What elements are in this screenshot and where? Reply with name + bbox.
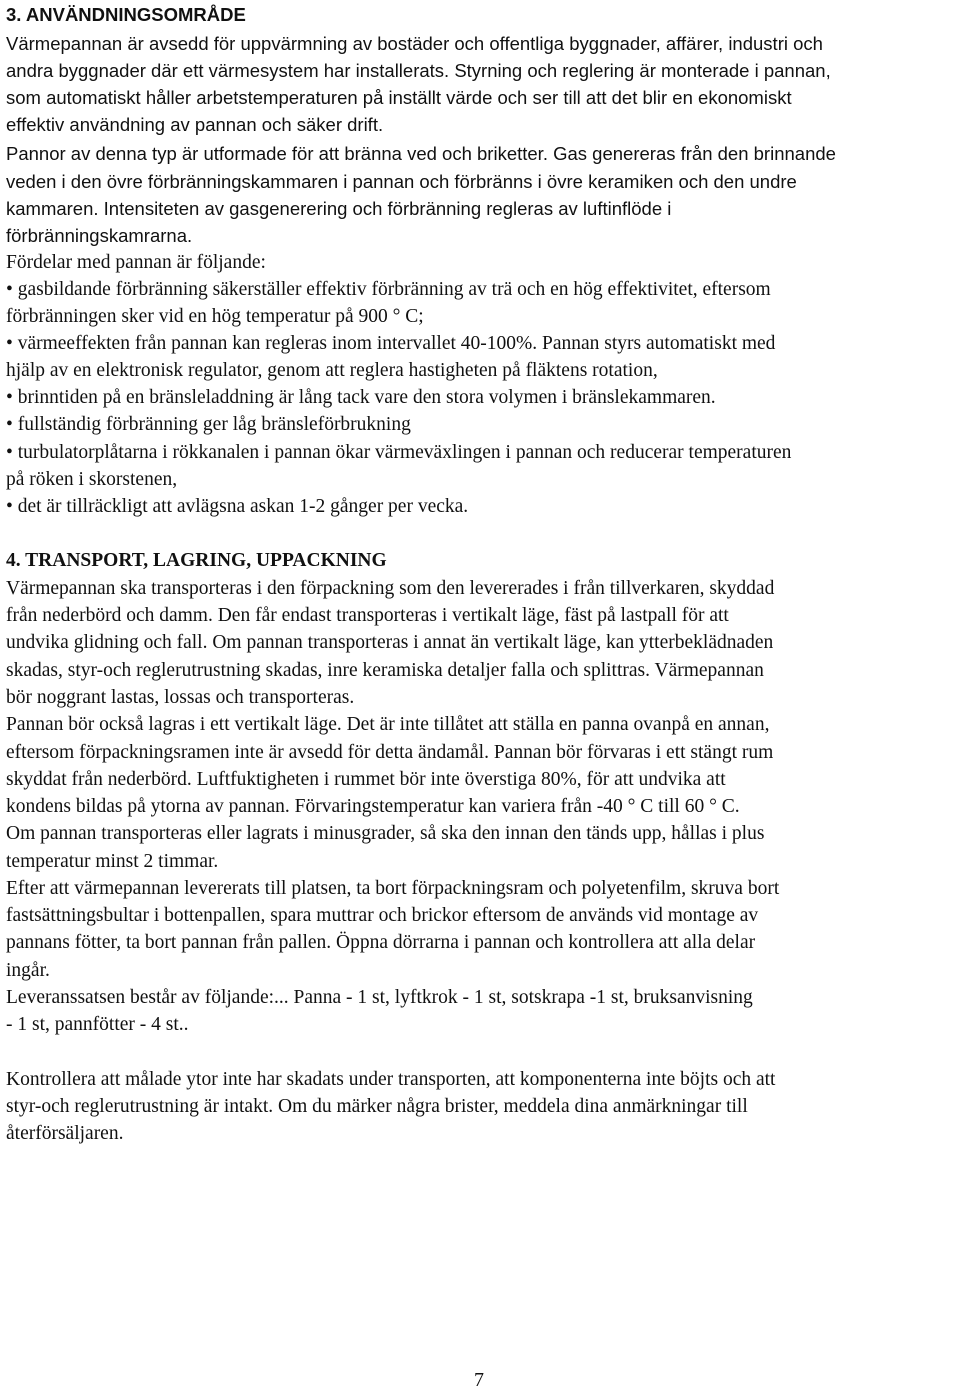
body-line: effektiv användning av pannan och säker drift.	[6, 114, 384, 135]
bullet-line: • turbulatorplåtarna i rökkanalen i pannan ökar värmeväxlingen i pannan och reducerar temperaturen	[6, 442, 792, 463]
bullet-line: hjälp av en elektronisk regulator, genom att reglera hastigheten på fläktens rotation,	[6, 360, 658, 381]
body-line: eftersom förpackningsramen inte är avsedd för detta ändamål. Pannan bör förvaras i ett stängt rum	[6, 742, 774, 763]
section-4-heading: 4. TRANSPORT, LAGRING, UPPACKNING	[6, 550, 387, 571]
body-line: ingår.	[6, 960, 50, 981]
body-line: pannans fötter, ta bort pannan från pallen. Öppna dörrarna i pannan och kontrollera att alla delar	[6, 932, 756, 953]
page-number: 7	[474, 1369, 484, 1391]
body-line: fastsättningsbultar i bottenpallen, spara muttrar och brickor eftersom de används vid montage av	[6, 905, 759, 926]
body-line: Pannan bör också lagras i ett vertikalt läge. Det är inte tillåtet att ställa en panna ovanpå en annan,	[6, 714, 770, 735]
body-line: Kontrollera att målade ytor inte har skadats under transporten, att komponenterna inte böjts och att	[6, 1069, 776, 1090]
body-line: från nederbörd och damm. Den får endast transporteras i vertikalt läge, fäst på lastpall för att	[6, 605, 729, 626]
delivery-contents-line: - 1 st, pannfötter - 4 st..	[6, 1014, 189, 1035]
body-line: skadas, styr-och reglerutrustning skadas, inre keramiska detaljer falla och splittras. Värmepannan	[6, 660, 764, 681]
body-line: kondens bildas på ytorna av pannan. Förvaringstemperatur kan variera från -40 ° C till 60 ° C.	[6, 796, 740, 817]
bullet-line: • brinntiden på en bränsleladdning är lång tack vare den stora volymen i bränslekammaren.	[6, 387, 716, 408]
body-line: Om pannan transporteras eller lagrats i minusgrader, så ska den innan den tänds upp, hållas i plus	[6, 823, 765, 844]
body-line: veden i den övre förbränningskammaren i pannan och förbränns i övre keramiken och den undre	[6, 171, 797, 192]
delivery-contents-line: Leveranssatsen består av följande:... Panna - 1 st, lyftkrok - 1 st, sotskrapa -1 st, bruksanvisning	[6, 987, 753, 1008]
body-line: Efter att värmepannan levererats till platsen, ta bort förpackningsram och polyetenfilm, skruva bort	[6, 878, 780, 899]
body-line: kammaren. Intensiteten av gasgenerering och förbränning regleras av luftinflöde i	[6, 198, 672, 219]
body-line: återförsäljaren.	[6, 1123, 124, 1144]
bullet-line: • fullständig förbränning ger låg bränsleförbrukning	[6, 414, 411, 435]
bullet-line: förbränningen sker vid en hög temperatur på 900 ° C;	[6, 306, 424, 327]
bullet-line: • det är tillräckligt att avlägsna askan 1-2 gånger per vecka.	[6, 496, 469, 517]
body-line: andra byggnader där ett värmesystem har installerats. Styrning och reglering är monterade i pannan,	[6, 60, 831, 81]
advantages-intro: Fördelar med pannan är följande:	[6, 252, 266, 273]
body-line: temperatur minst 2 timmar.	[6, 851, 219, 872]
bullet-line: • värmeeffekten från pannan kan regleras inom intervallet 40-100%. Pannan styrs automatiskt med	[6, 333, 776, 354]
bullet-line: på röken i skorstenen,	[6, 469, 178, 490]
section-3-heading: 3. ANVÄNDNINGSOMRÅDE	[6, 4, 246, 25]
body-line: skyddat från nederbörd. Luftfuktigheten i rummet bör inte överstiga 80%, för att undvika att	[6, 769, 726, 790]
body-line: undvika glidning och fall. Om pannan transporteras i annat än vertikalt läge, kan ytterbeklädnaden	[6, 632, 774, 653]
bullet-line: • gasbildande förbränning säkerställer effektiv förbränning av trä och en hög effektivitet, eftersom	[6, 279, 771, 300]
body-line: förbränningskamrarna.	[6, 225, 193, 246]
body-line: som automatiskt håller arbetstemperaturen på inställt värde och ser till att det blir en ekonomiskt	[6, 87, 792, 108]
body-line: styr-och reglerutrustning är intakt. Om du märker några brister, meddela dina anmärkningar till	[6, 1096, 748, 1117]
body-line: Pannor av denna typ är utformade för att bränna ved och briketter. Gas genereras från den brinnande	[6, 143, 836, 164]
body-line: Värmepannan ska transporteras i den förpackning som den levererades i från tillverkaren, skyddad	[6, 578, 775, 599]
body-line: bör noggrant lastas, lossas och transporteras.	[6, 687, 355, 708]
body-line: Värmepannan är avsedd för uppvärmning av bostäder och offentliga byggnader, affärer, industri och	[6, 33, 823, 54]
